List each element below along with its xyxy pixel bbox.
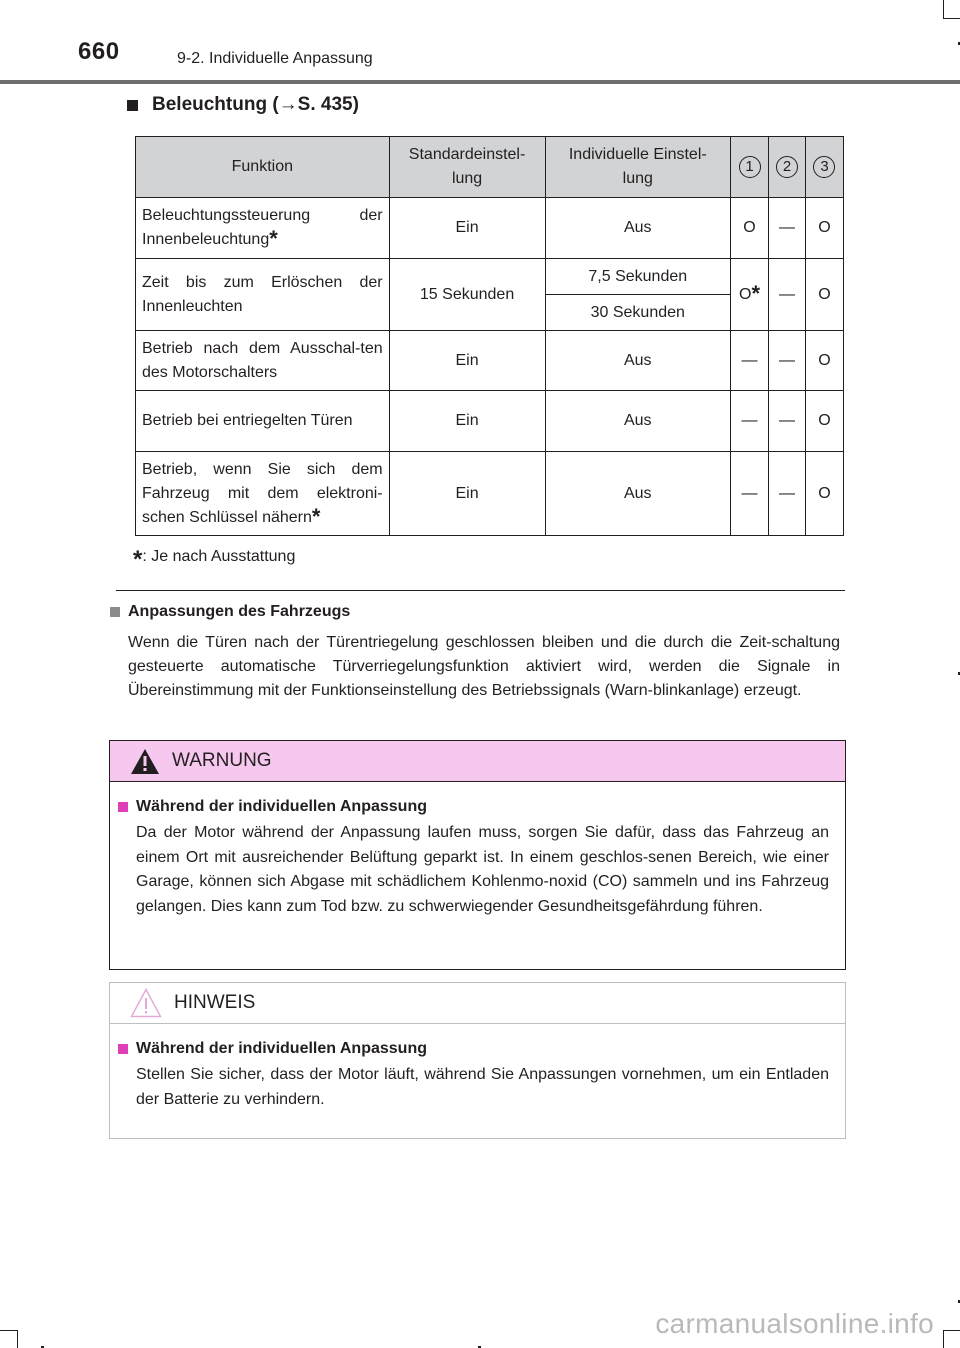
c1-value: O [739, 285, 752, 303]
row-function [136, 452, 390, 536]
row-c3: O [805, 259, 843, 331]
table-row [136, 331, 844, 391]
hint-text: Stellen Sie sicher, dass der Motor läuft, während Sie Anpassungen vornehmen, um ein Entladen der Batterie zu verhindern. [136, 1066, 829, 1108]
crop-mark [943, 1330, 960, 1331]
row-c2: — [769, 452, 806, 536]
header-funktion: Funktion [136, 137, 390, 198]
square-bullet-icon [118, 802, 128, 812]
row-standard: Ein [389, 198, 545, 259]
chapter-title: 9-2. Individuelle Anpassung [177, 50, 373, 67]
hint-subheading-text: Während der individuellen Anpassung [136, 1040, 427, 1057]
header-individuell: Individuelle Einstel- lung [545, 137, 731, 198]
circled-two-icon: 2 [776, 156, 798, 178]
row-individual-b: 30 Sekunden [545, 295, 731, 331]
footnote-star: * [269, 226, 278, 251]
settings-table [135, 136, 844, 536]
warning-box [109, 740, 846, 970]
row-c1: — [731, 331, 769, 391]
row-individual: Aus [545, 452, 731, 536]
footnote-star: * [751, 280, 761, 306]
footnote-text: : Je nach Ausstattung [142, 548, 296, 565]
square-bullet-icon [127, 100, 138, 111]
warning-label: WARNUNG [172, 750, 272, 771]
page-number: 660 [78, 38, 120, 65]
table-row [136, 452, 844, 536]
row-c3: O [805, 331, 843, 391]
caution-triangle-icon [130, 988, 162, 1018]
row-individual: Aus [545, 198, 731, 259]
warning-triangle-icon [130, 748, 160, 775]
hint-subheading [118, 1040, 829, 1058]
warning-text: Da der Motor während der Anpassung laufen muss, sorgen Sie dafür, dass das Fahrzeug an einem Ort mit ausreichender Belüftung geparkt ist. In einem geschlos-senen Bereich, wie einer Garage, können sich Abgase mit schädlichem Kohlenmo-noxid (CO) sammeln und ins Fahrzeug gelangen. Dies kann zum Tod bzw. zu schwerwiegender Gesundheitsgefährdung führen. [136, 824, 829, 915]
row-c2: — [769, 331, 806, 391]
header-standard: Standardeinstel- lung [389, 137, 545, 198]
row-function: Betrieb nach dem Ausschal-ten des Motorschalters [136, 331, 390, 391]
section-title: Beleuchtung (→S. 435) [152, 94, 359, 115]
body-heading-text: Anpassungen des Fahrzeugs [128, 603, 351, 620]
row-individual: Aus [545, 331, 731, 391]
hint-label: HINWEIS [174, 992, 256, 1013]
circled-one-icon: 1 [739, 156, 761, 178]
header-rule [0, 80, 960, 84]
footnote-star: * [133, 546, 143, 573]
function-text: Betrieb, wenn Sie sich dem Fahrzeug mit dem elektroni-schen Schlüssel nähern [142, 460, 383, 526]
crop-mark [0, 1330, 17, 1331]
row-function [136, 198, 390, 259]
row-individual-a: 7,5 Sekunden [545, 259, 731, 295]
row-function: Betrieb bei entriegelten Türen [136, 391, 390, 452]
crop-mark [943, 18, 960, 19]
row-standard: 15 Sekunden [389, 259, 545, 331]
warning-header [110, 741, 845, 782]
row-c1: — [731, 391, 769, 452]
row-c3: O [805, 452, 843, 536]
section-heading [127, 94, 359, 116]
row-c3: O [805, 198, 843, 259]
table-row [136, 391, 844, 452]
footnote-star: * [311, 503, 321, 529]
header-marker-2 [769, 137, 806, 198]
table-header-row [136, 137, 844, 198]
table-row [136, 259, 844, 295]
row-c2: — [769, 198, 806, 259]
row-c2: — [769, 259, 806, 331]
row-c3: O [805, 391, 843, 452]
crop-mark [17, 1330, 18, 1348]
header-marker-1 [731, 137, 769, 198]
row-standard: Ein [389, 391, 545, 452]
table-row [136, 198, 844, 259]
square-bullet-icon [110, 607, 120, 617]
crop-mark [943, 1330, 944, 1348]
row-individual: Aus [545, 391, 731, 452]
warning-subheading-text: Während der individuellen Anpassung [136, 798, 427, 815]
body-heading [110, 603, 350, 621]
footnote [133, 546, 295, 574]
watermark: carmanualsonline.info [655, 1308, 934, 1339]
section-divider [116, 590, 845, 591]
hint-box [109, 982, 846, 1139]
row-function: Zeit bis zum Erlöschen der Innenleuchten [136, 259, 390, 331]
circled-three-icon: 3 [813, 156, 835, 178]
hint-header [110, 983, 845, 1024]
function-text: Beleuchtungssteuerung der Innenbeleuchtung [142, 207, 383, 248]
warning-subheading [118, 798, 829, 816]
row-c1 [731, 259, 769, 331]
body-paragraph: Wenn die Türen nach der Türentriegelung geschlossen bleiben und die durch die Zeit-schaltung gesteuerte automatische Türverriegelungsfunktion aktiviert wird, werden die Signale in Übereinstimmung mit der Funktionseinstellung des Betriebssignals (Warn-blinkanlage) erzeugt. [128, 634, 840, 699]
square-bullet-icon [118, 1044, 128, 1054]
row-standard: Ein [389, 452, 545, 536]
crop-mark [943, 0, 944, 18]
row-c2: — [769, 391, 806, 452]
row-c1: O [731, 198, 769, 259]
row-standard: Ein [389, 331, 545, 391]
header-marker-3 [805, 137, 843, 198]
row-c1: — [731, 452, 769, 536]
